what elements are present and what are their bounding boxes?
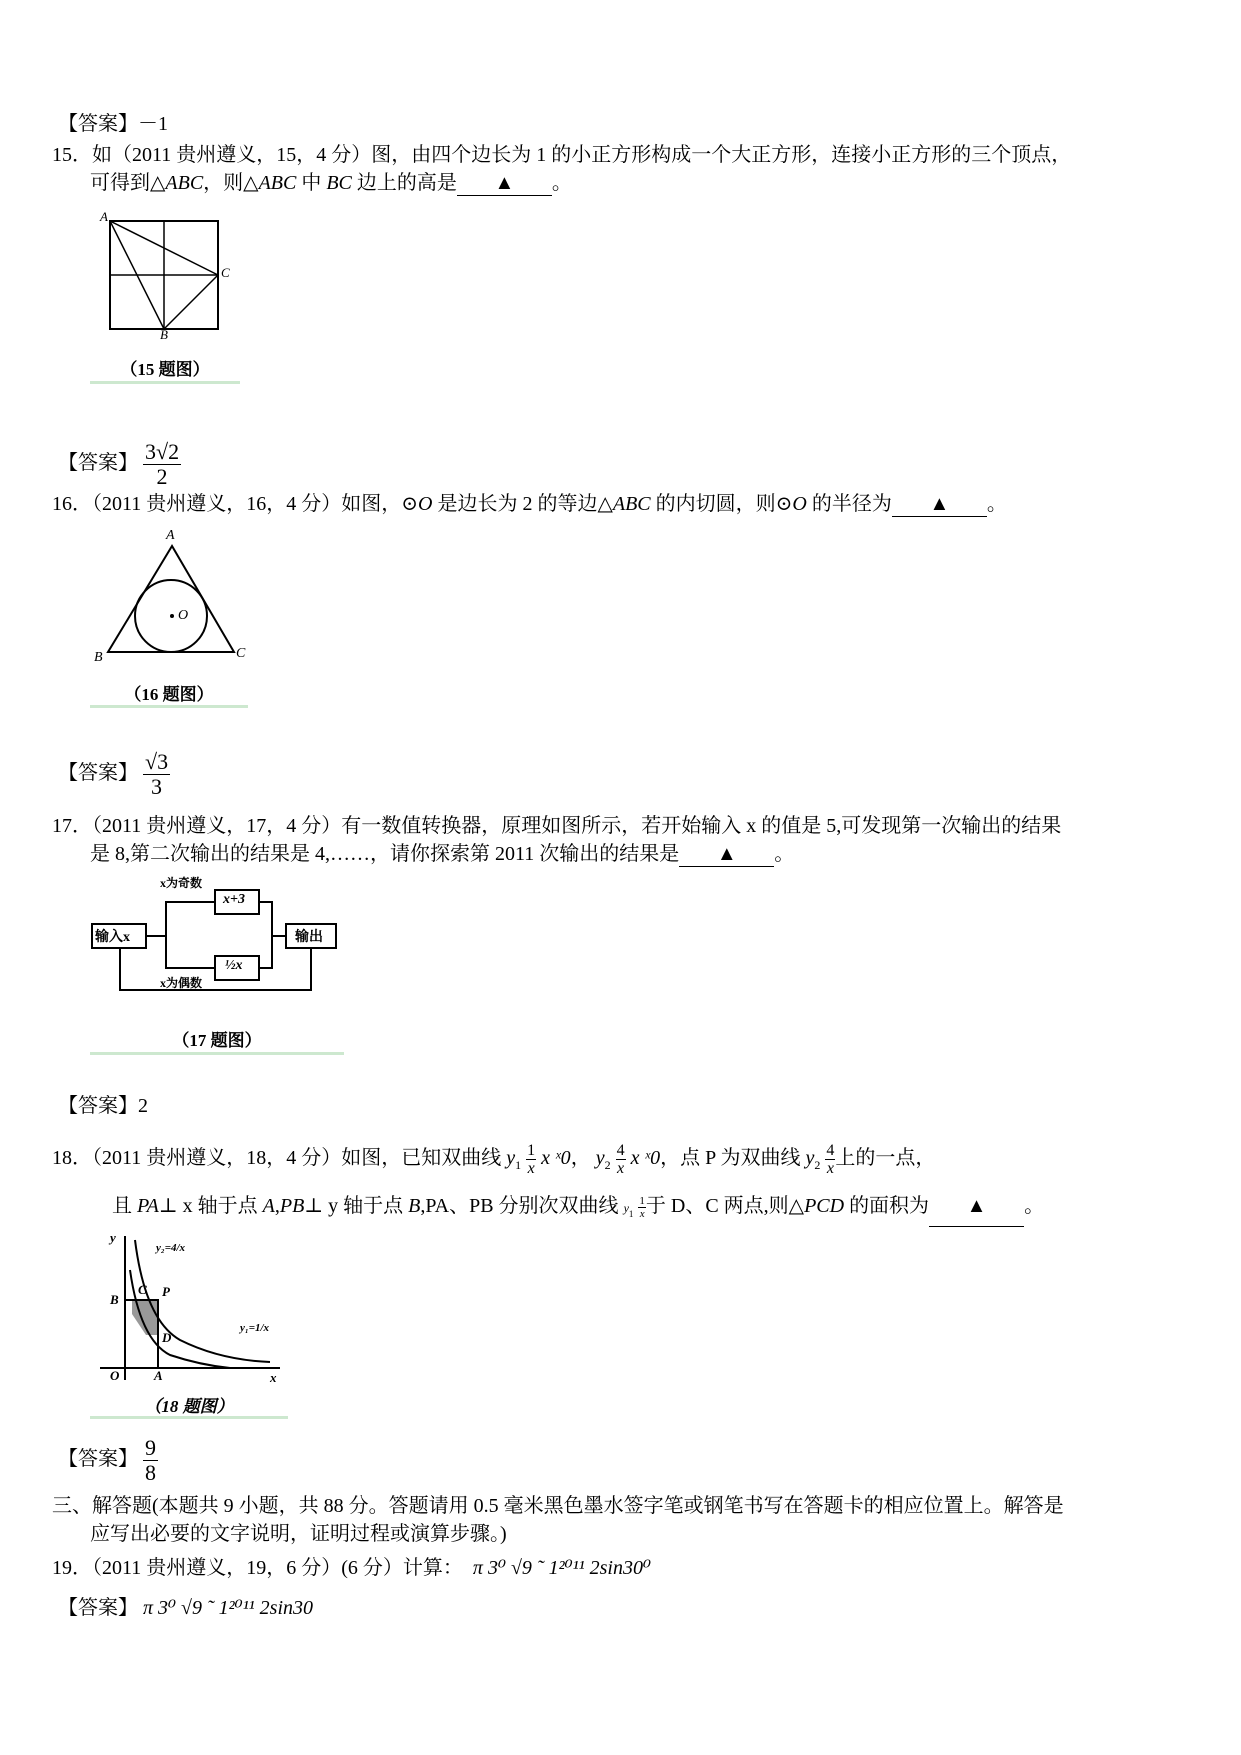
fraction: [638, 1195, 646, 1220]
denominator: 3: [151, 773, 163, 799]
q19-answer: [58, 1596, 313, 1620]
text: 1: [515, 1158, 522, 1172]
text: y: [805, 1147, 815, 1169]
q19-line: [52, 1556, 651, 1580]
axis-y-label: y: [110, 1230, 116, 1245]
label-d: D: [162, 1330, 172, 1345]
answer-label: 【答案】: [58, 1448, 138, 1470]
text: BC: [326, 172, 352, 194]
denominator: 8: [145, 1459, 156, 1485]
divider: [90, 1416, 288, 1419]
q16-line1: [52, 492, 1007, 517]
text: 2: [604, 1158, 611, 1172]
fraction: [526, 1142, 536, 1177]
label-o: O: [178, 608, 189, 623]
figure-caption: （18 题图）: [144, 1397, 234, 1416]
text: y: [506, 1147, 516, 1169]
q18-line2: [112, 1186, 1044, 1234]
fraction: [143, 440, 181, 489]
text: A: [262, 1195, 275, 1217]
text: ⊥ y 轴于点: [304, 1195, 409, 1217]
fraction: [143, 1436, 158, 1485]
divider: [90, 705, 248, 708]
text: 。: [1024, 1195, 1045, 1217]
label-a: A: [154, 1368, 163, 1383]
text: 的面积为: [844, 1195, 930, 1217]
section3-line2: 应写出必要的文字说明，证明过程或演算步骤。): [90, 1523, 507, 1545]
q15-line1: 15．如（2011 贵州遵义，15，4 分）图，由四个边长为 1 的小正方形构成一个大正方形，连接小正方形的三个顶点，: [52, 144, 1072, 166]
text: y: [595, 1147, 605, 1169]
figure-15: [90, 209, 240, 384]
text: 19．（2011 贵州遵义，19，6 分）(6 分）计算：: [52, 1557, 463, 1579]
text: ，点 P 为双曲线: [660, 1147, 801, 1169]
q18-answer: [58, 1432, 158, 1486]
numerator: 1: [639, 1194, 645, 1207]
figure-caption: （17 题图）: [172, 1031, 262, 1050]
even-operation-box: ½x: [225, 958, 243, 973]
answer-blank: ▲: [457, 171, 552, 196]
text: 。: [551, 172, 572, 194]
text: B: [408, 1195, 421, 1217]
text: 于 D、C 两点,则△: [645, 1195, 805, 1217]
answer-blank: ▲: [892, 492, 987, 517]
text: ,: [274, 1195, 280, 1217]
hyperbola-diagram: [90, 1230, 288, 1390]
text: y: [623, 1201, 629, 1215]
curve-y1-label: y₁=1/x: [240, 1322, 270, 1334]
denominator: x: [617, 1159, 625, 1177]
q17-answer: [58, 1094, 148, 1118]
numerator: √3: [145, 748, 169, 774]
q16-answer: [58, 746, 170, 800]
section3-line1: 三、解答题(本题共 9 小题，共 88 分。答题请用 0.5 毫米黑色墨水签字笔或钢笔书写在答题卡的相应位置上。解答是: [52, 1495, 1064, 1517]
text: x ˣ0: [541, 1147, 571, 1169]
denominator: x: [826, 1159, 834, 1177]
text: 且: [112, 1195, 137, 1217]
numerator: 1: [527, 1141, 536, 1159]
answer-label: 【答案】: [58, 1095, 138, 1117]
text: 的内切圆，则⊙: [650, 493, 793, 515]
text: 中: [296, 172, 327, 194]
q17-line2: [90, 842, 794, 867]
q15-answer: [58, 436, 181, 490]
label-b: B: [110, 1292, 119, 1307]
label-a: A: [100, 209, 108, 224]
denominator: x: [527, 1159, 535, 1177]
text: PCD: [804, 1195, 845, 1217]
text: 18．（2011 贵州遵义，18，4 分）如图，已知双曲线: [52, 1147, 502, 1169]
axis-x-label: x: [270, 1370, 277, 1385]
figure-caption: （15 题图）: [120, 360, 210, 379]
odd-operation-box: x+3: [223, 892, 245, 907]
even-label: x为偶数: [160, 976, 203, 990]
text: 的半径为: [806, 493, 892, 515]
answer-value: 2: [138, 1095, 148, 1117]
fraction: [616, 1142, 626, 1177]
text: ，则△: [203, 172, 259, 194]
expression: π 3⁰ √9 ˜ 1²⁰¹¹ 2sin30⁰: [472, 1557, 651, 1579]
answer-blank: ▲: [929, 1186, 1024, 1227]
label-c: C: [236, 646, 246, 661]
text: 。: [774, 843, 795, 865]
text: 边上的高是: [351, 172, 457, 194]
text: O: [792, 493, 807, 515]
text: 2: [814, 1158, 821, 1172]
answer-label: 【答案】: [58, 113, 138, 135]
label-o: O: [110, 1368, 120, 1383]
text: 是 8,第二次输出的结果是 4,……，请你探索第 2011 次输出的结果是: [90, 843, 680, 865]
expression: π 3⁰ √9 ˜ 1²⁰¹¹ 2sin30: [143, 1597, 314, 1619]
label-b: B: [160, 327, 168, 342]
numerator: 9: [145, 1434, 156, 1460]
divider: [90, 381, 240, 384]
text: PA: [137, 1195, 159, 1217]
numerator: 4: [826, 1141, 835, 1159]
triangle-incircle-diagram: [90, 530, 248, 670]
label-b: B: [94, 650, 103, 665]
text: O: [418, 493, 433, 515]
label-c: C: [221, 265, 230, 280]
text: 可得到△: [90, 172, 166, 194]
divider: [90, 1052, 344, 1055]
text: 上的一点，: [835, 1147, 936, 1169]
odd-label: x为奇数: [160, 876, 203, 890]
figure-17: [90, 874, 344, 1055]
answer-label: 【答案】: [58, 762, 138, 784]
q15-line2: [90, 171, 572, 196]
text: 是边长为 2 的等边△: [432, 493, 613, 515]
fraction: [143, 750, 170, 799]
figure-18: [90, 1230, 288, 1419]
figure-caption: （16 题图）: [124, 685, 214, 704]
text: 1: [628, 1209, 634, 1219]
text: ⊥ x 轴于点: [158, 1195, 263, 1217]
label-a: A: [166, 528, 175, 543]
answer-blank: ▲: [679, 842, 774, 867]
text: ABC: [165, 172, 204, 194]
answer-label: 【答案】: [58, 452, 138, 474]
q14-answer: [58, 112, 168, 136]
text: PB: [279, 1195, 305, 1217]
q18-line1: 18．（2011 贵州遵义，18，4 分）如图，已知双曲线 $y_1$ $\frac{1}{x}$ x ˣ0， $y_2$ $\frac{4}{x}$ x ˣ0，点 P 为双曲线 $y_2$ $\frac{4}{x}$ 上的一点，: [52, 1141, 936, 1177]
answer-value: －1: [138, 113, 168, 135]
denominator: 2: [156, 463, 168, 489]
text: x ˣ0: [630, 1147, 661, 1169]
label-c: C: [138, 1282, 147, 1297]
label-p: P: [162, 1284, 170, 1299]
text: ,PA、PB 分别次双曲线: [420, 1195, 619, 1217]
text: 。: [986, 493, 1007, 515]
numerator: 4: [616, 1141, 625, 1159]
text: ABC: [612, 493, 651, 515]
figure-16: [90, 530, 248, 708]
fraction: [825, 1142, 835, 1177]
input-box: 输入x: [95, 930, 130, 945]
answer-label: 【答案】: [58, 1597, 138, 1619]
numerator: 3√2: [145, 438, 180, 464]
q17-line1: 17．（2011 贵州遵义，17，4 分）有一数值转换器，原理如图所示，若开始输入 x 的值是 5,可发现第一次输出的结果: [52, 815, 1062, 837]
text: 16．（2011 贵州遵义，16，4 分）如图，⊙: [52, 493, 419, 515]
curve-y2-label: y₂=4/x: [156, 1242, 186, 1254]
text: ABC: [258, 172, 297, 194]
denominator: x: [639, 1207, 645, 1220]
output-box: 输出: [295, 930, 323, 945]
